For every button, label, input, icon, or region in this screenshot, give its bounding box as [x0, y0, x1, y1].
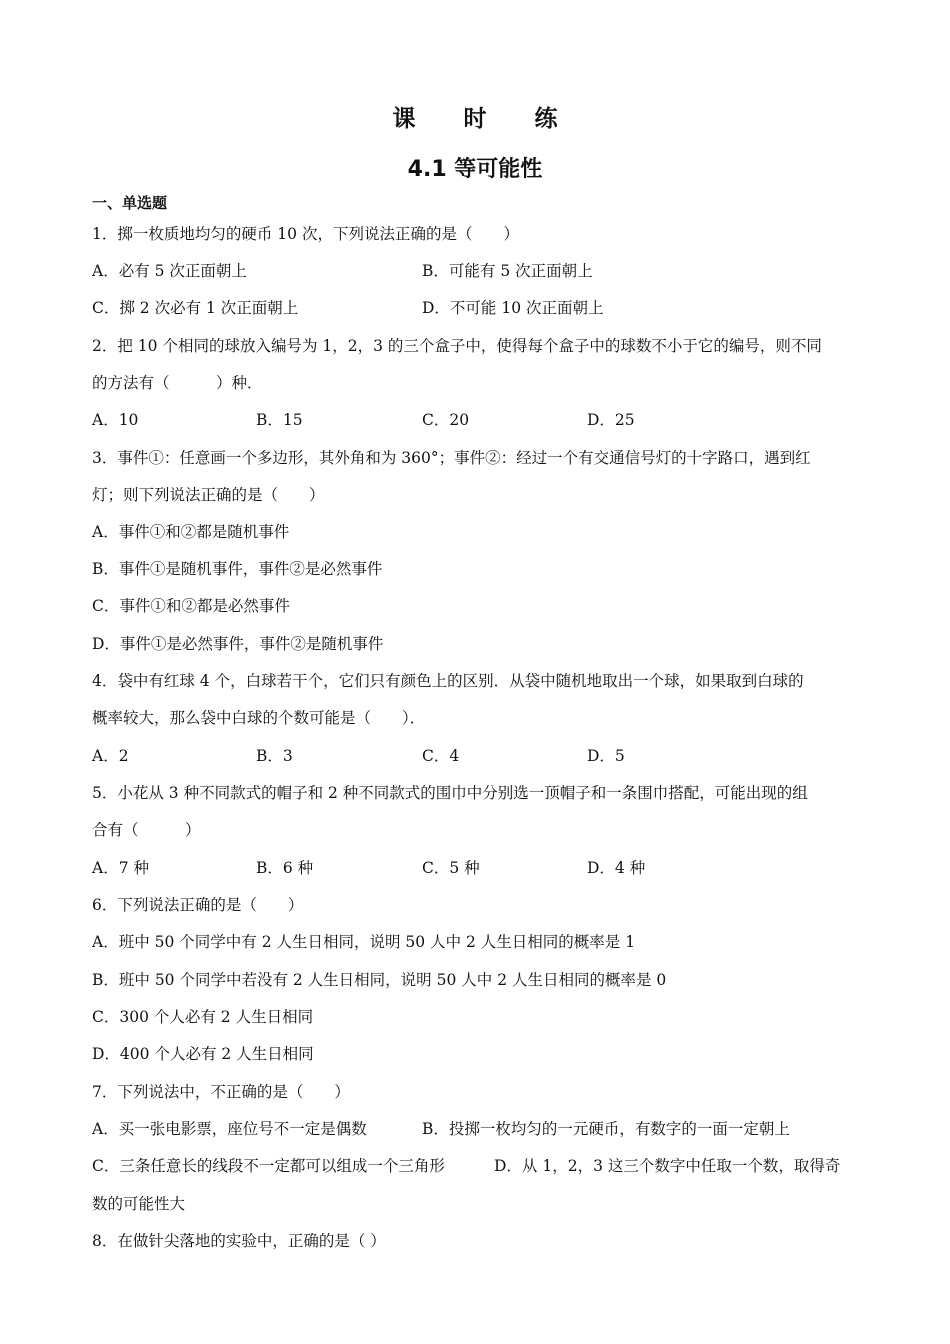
doc-title: 课 时 练 — [392, 106, 578, 132]
question-1-stem: 1．掷一枚质地均匀的硬币 10 次，下列说法正确的是（ ） — [92, 225, 519, 243]
question-6-option-d: D．400 个人必有 2 人生日相同 — [92, 1045, 314, 1063]
section-heading: 一、单选题 — [92, 194, 168, 212]
question-7-option-a: A．买一张电影票，座位号不一定是偶数 — [92, 1120, 367, 1138]
question-5-stem-line1: 5．小花从 3 种不同款式的帽子和 2 种不同款式的围巾中分别选一顶帽子和一条围巾搭配，可能出现的组 — [92, 784, 808, 802]
question-5-option-d: D．4 种 — [587, 859, 646, 877]
question-2-option-b: B．15 — [256, 411, 303, 429]
question-2-option-c: C．20 — [422, 411, 470, 429]
question-2-option-a: A．10 — [92, 411, 139, 429]
question-4-option-c: C．4 — [422, 747, 460, 765]
question-6-stem: 6．下列说法正确的是（ ） — [92, 896, 304, 914]
question-7-stem: 7．下列说法中，不正确的是（ ） — [92, 1083, 350, 1101]
question-1-option-b: B．可能有 5 次正面朝上 — [422, 262, 593, 280]
question-2-stem-line1: 2．把 10 个相同的球放入编号为 1，2，3 的三个盒子中，使得每个盒子中的球数不小于它的编号，则不同 — [92, 337, 822, 355]
question-7-option-c: C．三条任意长的线段不一定都可以组成一个三角形 — [92, 1157, 445, 1175]
question-4-option-a: A．2 — [92, 747, 129, 765]
question-5-option-b: B．6 种 — [256, 859, 314, 877]
question-5-stem-line2: 合有（ ） — [92, 821, 201, 839]
question-4-stem-line1: 4．袋中有红球 4 个，白球若干个，它们只有颜色上的区别．从袋中随机地取出一个球，如果取到白球的 — [92, 672, 804, 690]
question-6-option-c: C．300 个人必有 2 人生日相同 — [92, 1008, 314, 1026]
question-7-option-d-line2: 数的可能性大 — [92, 1195, 186, 1213]
doc-subtitle: 4.1 等可能性 — [407, 157, 543, 182]
question-2-stem-line2: 的方法有（ ）种． — [92, 374, 263, 392]
question-5-option-a: A．7 种 — [92, 859, 149, 877]
question-7-option-b: B．投掷一枚均匀的一元硬币，有数字的一面一定朝上 — [422, 1120, 790, 1138]
question-3-option-d: D．事件①是必然事件，事件②是随机事件 — [92, 635, 384, 653]
question-3-option-a: A．事件①和②都是随机事件 — [92, 523, 290, 541]
question-3-option-c: C．事件①和②都是必然事件 — [92, 597, 290, 615]
question-1-option-c: C．掷 2 次必有 1 次正面朝上 — [92, 299, 299, 317]
question-6-option-a: A．班中 50 个同学中有 2 人生日相同，说明 50 人中 2 人生日相同的概率是 1 — [92, 933, 636, 951]
question-1-option-a: A．必有 5 次正面朝上 — [92, 262, 247, 280]
question-3-stem-line1: 3．事件①：任意画一个多边形，其外角和为 360°；事件②：经过一个有交通信号灯的十字路口，遇到红 — [92, 449, 811, 467]
question-8-stem: 8．在做针尖落地的实验中，正确的是（ ） — [92, 1232, 386, 1250]
question-4-stem-line2: 概率较大，那么袋中白球的个数可能是（ ）． — [92, 709, 426, 727]
question-7-option-d-line1: D．从 1，2，3 这三个数字中任取一个数，取得奇 — [494, 1157, 841, 1175]
question-1-option-d: D．不可能 10 次正面朝上 — [422, 299, 604, 317]
question-3-stem-line2: 灯；则下列说法正确的是（ ） — [92, 486, 325, 504]
question-5-option-c: C．5 种 — [422, 859, 480, 877]
question-3-option-b: B．事件①是随机事件，事件②是必然事件 — [92, 560, 383, 578]
question-2-option-d: D．25 — [587, 411, 635, 429]
question-6-option-b: B．班中 50 个同学中若没有 2 人生日相同，说明 50 人中 2 人生日相同的概率是 0 — [92, 971, 667, 989]
question-4-option-d: D．5 — [587, 747, 625, 765]
question-4-option-b: B．3 — [256, 747, 293, 765]
